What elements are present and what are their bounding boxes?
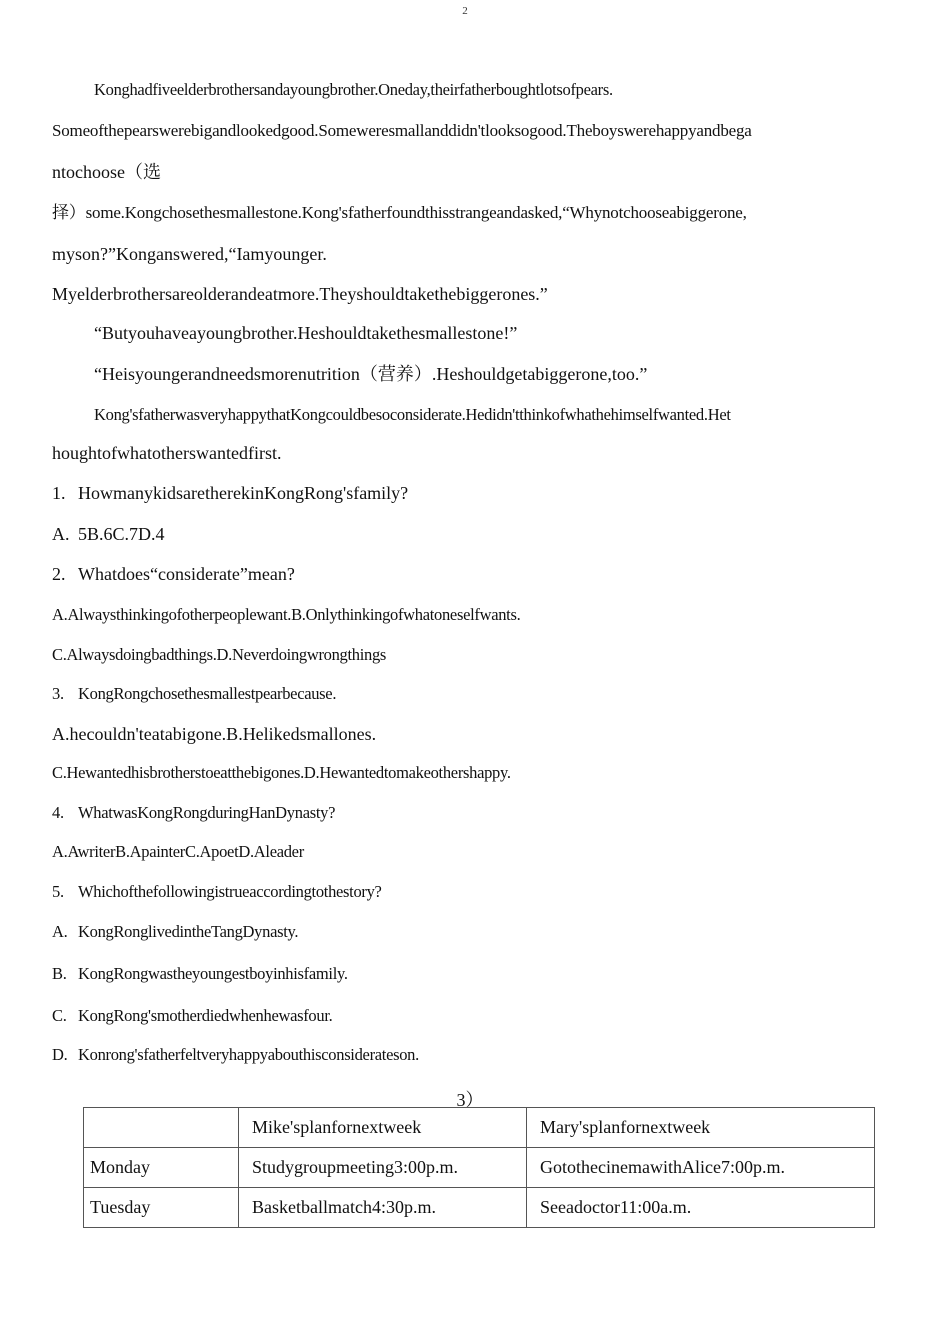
option-text: Konrong'sfatherfeltveryhappyabouthisconsiderateson. [78, 1045, 419, 1064]
option-letter: D. [52, 1045, 68, 1064]
weekly-plan-table [83, 1107, 875, 1228]
question-5-option-c [52, 1005, 332, 1027]
question-1-options [52, 523, 165, 545]
passage-line: myson?”Konganswered,“Iamyounger. [52, 244, 327, 264]
question-1 [52, 482, 408, 504]
question-3-options-ab: A.hecouldn'teatabigone.B.Helikedsmallones. [52, 724, 377, 744]
question-number: 3. [52, 684, 64, 703]
question-number: 1. [52, 483, 66, 503]
passage-line: Konghadfiveelderbrothersandayoungbrother.Oneday,theirfatherboughtlotsofpears. [94, 80, 613, 99]
table-header-cell: Mary'splanfornextweek [527, 1108, 875, 1148]
question-number: 5. [52, 882, 64, 901]
passage-line: Myelderbrothersareolderandeatmore.Theyshouldtakethebiggerones.” [52, 284, 548, 304]
passage-line: ntochoose（选 [52, 162, 161, 182]
table-cell: Basketballmatch4:30p.m. [239, 1188, 527, 1228]
option-letter: A. [52, 922, 68, 941]
table-cell: Seeadoctor11:00a.m. [527, 1188, 875, 1228]
table-header-cell: Mike'splanfornextweek [239, 1108, 527, 1148]
option-text: KongRong'smotherdiedwhenhewasfour. [78, 1006, 333, 1025]
question-5-option-d [52, 1044, 419, 1066]
passage-line: “Butyouhaveayoungbrother.Heshouldtakethesmallestone!” [94, 323, 518, 343]
table-header-cell [84, 1108, 239, 1148]
question-text: KongRongchosethesmallestpearbecause. [78, 684, 337, 703]
passage-line: Someofthepearswerebigandlookedgood.Someweresmallanddidn'tlooksogood.Theboyswerehappyandbega [52, 121, 752, 140]
table-header-row [84, 1108, 875, 1148]
passage-line: “Heisyoungerandneedsmorenutrition（营养）.Heshouldgetabiggerone,too.” [94, 364, 648, 384]
passage-line: houghtofwhatotherswantedfirst. [52, 443, 282, 463]
question-2-options-ab: A.Alwaysthinkingofotherpeoplewant.B.Onlythinkingofwhatoneselfwants. [52, 605, 521, 624]
question-5 [52, 881, 382, 903]
question-number: 4. [52, 803, 64, 822]
table-row [84, 1188, 875, 1228]
option-text: KongRonglivedintheTangDynasty. [78, 922, 299, 941]
option-letter: B. [52, 964, 67, 983]
table-cell-day: Tuesday [84, 1188, 239, 1228]
question-text: WhatwasKongRongduringHanDynasty? [78, 803, 336, 822]
passage-line: Kong'sfatherwasveryhappythatKongcouldbesoconsiderate.Hedidn'tthinkofwhathehimselfwanted.Het [94, 405, 731, 424]
option-letter: C. [52, 1006, 67, 1025]
question-text: HowmanykidsaretherekinKongRong'sfamily? [78, 483, 409, 503]
question-3 [52, 683, 336, 705]
option-text: 5B.6C.7D.4 [78, 524, 165, 544]
question-text: Whichofthefollowingistrueaccordingtothestory? [78, 882, 382, 901]
question-5-option-a [52, 921, 298, 943]
question-5-option-b [52, 963, 348, 985]
question-number: 2. [52, 564, 66, 584]
question-3-options-cd: C.Hewantedhisbrotherstoeatthebigones.D.Hewantedtomakeothershappy. [52, 763, 511, 782]
option-letter: A. [52, 524, 70, 544]
passage-line: 择）some.Kongchosethesmallestone.Kong'sfatherfoundthisstrangeandasked,“Whynotchooseabiggerone, [52, 203, 747, 222]
question-4 [52, 802, 335, 824]
question-2-options-cd: C.Alwaysdoingbadthings.D.Neverdoingwrongthings [52, 645, 387, 664]
table-cell-day: Monday [84, 1148, 239, 1188]
table-cell: Studygroupmeeting3:00p.m. [239, 1148, 527, 1188]
question-4-options: A.AwriterB.ApainterC.ApoetD.Aleader [52, 842, 304, 861]
option-text: KongRongwastheyoungestboyinhisfamily. [78, 964, 348, 983]
table-row [84, 1148, 875, 1188]
question-2 [52, 563, 295, 585]
question-text: Whatdoes“considerate”mean? [78, 564, 295, 584]
table-cell: GotothecinemawithAlice7:00p.m. [527, 1148, 875, 1188]
section-label: 3） [456, 1090, 484, 1110]
page-number: 2 [462, 5, 468, 17]
